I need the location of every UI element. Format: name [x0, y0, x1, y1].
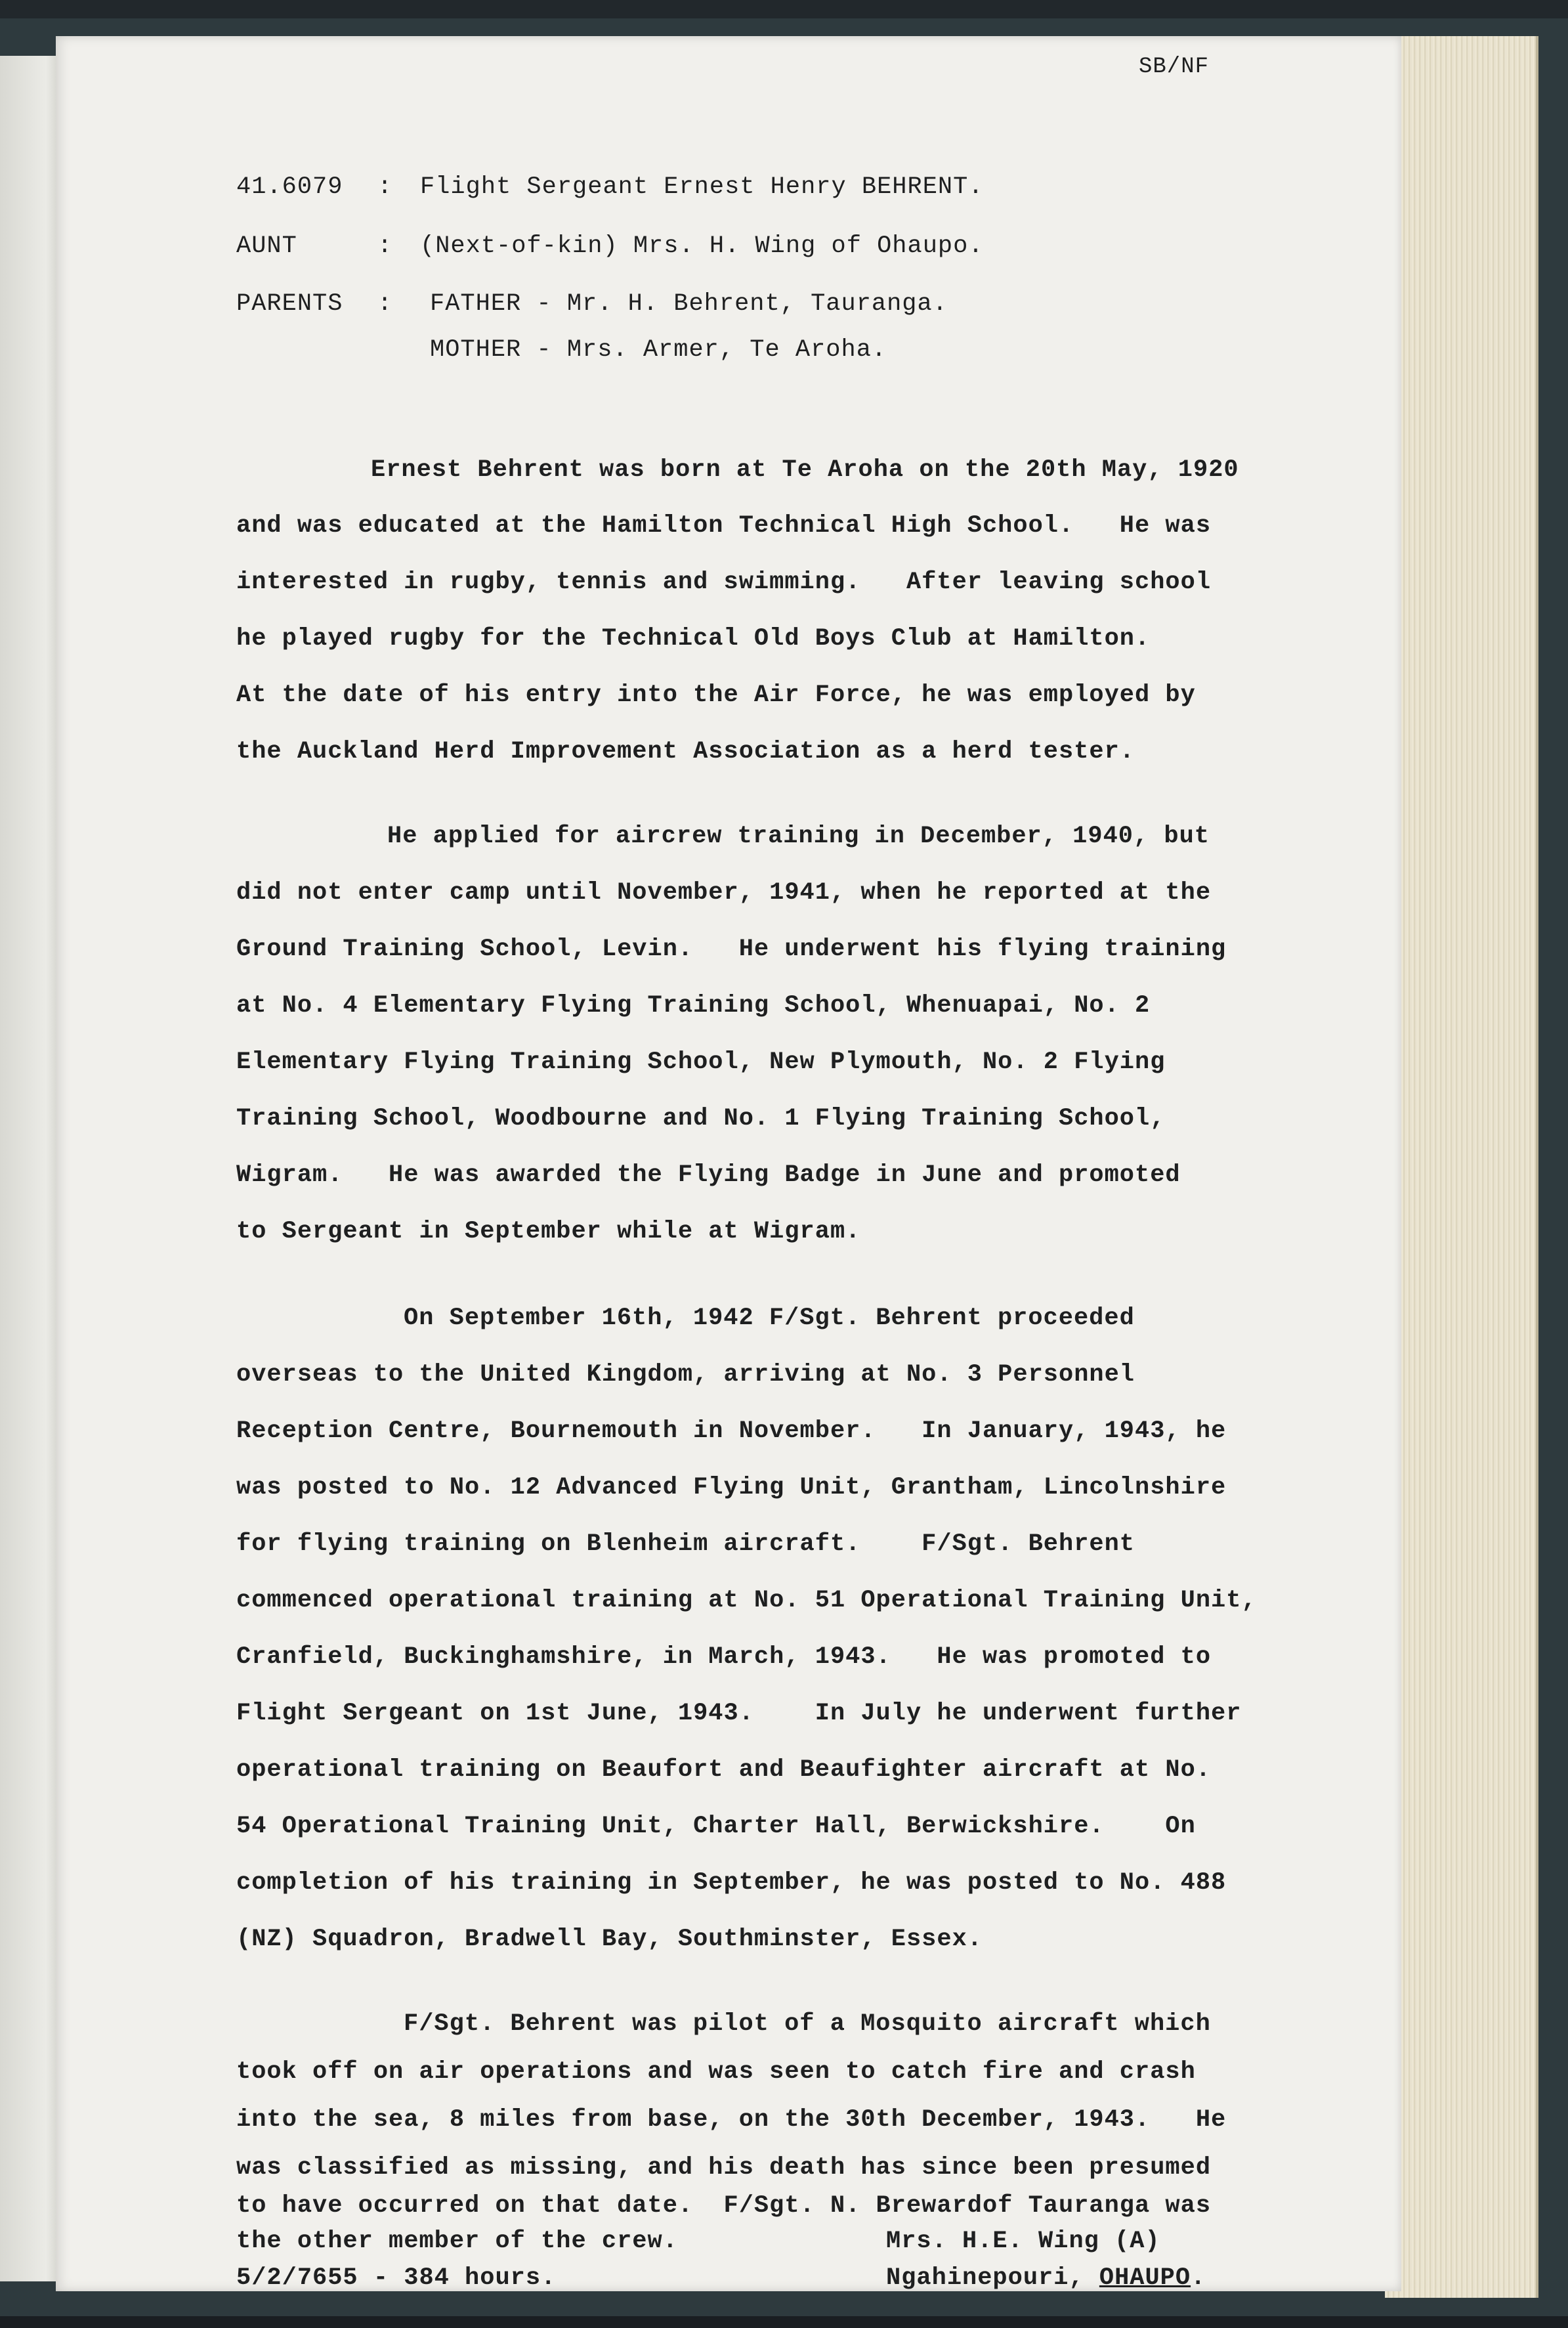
paragraph-4-line: took off on air operations and was seen to catch fire and crash — [236, 2058, 1196, 2086]
paragraph-2-line: Ground Training School, Levin. He underwent his flying training — [236, 936, 1227, 963]
page-stack-edges — [1385, 36, 1538, 2298]
addressee-end: . — [1191, 2264, 1206, 2292]
paragraph-1-line: At the date of his entry into the Air Force, he was employed by — [236, 681, 1196, 709]
paragraph-3-line: commenced operational training at No. 51 Operational Training Unit, — [236, 1587, 1257, 1614]
paragraph-1-line: Ernest Behrent was born at Te Aroha on the 20th May, 1920 — [371, 456, 1239, 484]
paragraph-2-line: Wigram. He was awarded the Flying Badge in June and promoted — [236, 1161, 1181, 1189]
paragraph-4-line: into the sea, 8 miles from base, on the 30th December, 1943. He — [236, 2106, 1227, 2134]
paragraph-2-line: did not enter camp until November, 1941, when he reported at the — [236, 879, 1212, 907]
colon: : — [377, 232, 393, 260]
paragraph-3-line: operational training on Beaufort and Beaufighter aircraft at No. — [236, 1756, 1212, 1784]
father-line: FATHER - Mr. H. Behrent, Tauranga. — [430, 290, 948, 318]
colon: : — [377, 290, 393, 318]
paragraph-3-line: overseas to the United Kingdom, arriving at No. 3 Personnel — [236, 1361, 1135, 1389]
header-reference: SB/NF — [1139, 54, 1210, 79]
mother-line: MOTHER - Mrs. Armer, Te Aroha. — [430, 336, 887, 364]
paragraph-4-line: F/Sgt. Behrent was pilot of a Mosquito aircraft which — [404, 2010, 1211, 2038]
name-line: Flight Sergeant Ernest Henry BEHRENT. — [420, 173, 984, 201]
addressee-town: OHAUPO — [1099, 2264, 1191, 2292]
colon: : — [377, 173, 393, 201]
paragraph-3-line: Cranfield, Buckinghamshire, in March, 1943. He was promoted to — [236, 1643, 1212, 1671]
paragraph-3-line: (NZ) Squadron, Bradwell Bay, Southminster, Essex. — [236, 1926, 983, 1953]
addressee-address — [886, 2266, 1206, 2291]
addressee-place: Ngahinepouri, — [886, 2264, 1099, 2292]
aunt-value: (Next-of-kin) Mrs. H. Wing of Ohaupo. — [420, 232, 984, 260]
paragraph-4-line: the other member of the crew. — [236, 2228, 678, 2255]
paragraph-3-line: completion of his training in September, he was posted to No. 488 — [236, 1869, 1227, 1897]
service-number: 41.6079 — [236, 173, 343, 201]
paragraph-1-line: interested in rugby, tennis and swimming. After leaving school — [236, 569, 1212, 596]
paragraph-2-line: Elementary Flying Training School, New Plymouth, No. 2 Flying — [236, 1048, 1166, 1076]
paragraph-4-line: to have occurred on that date. F/Sgt. N. Brewardof Tauranga was — [236, 2192, 1212, 2220]
parents-label: PARENTS — [236, 290, 343, 318]
paragraph-3-line: Reception Centre, Bournemouth in November. In January, 1943, he — [236, 1417, 1227, 1445]
paragraph-1-line: he played rugby for the Technical Old Boys Club at Hamilton. — [236, 625, 1151, 653]
paragraph-3-line: 54 Operational Training Unit, Charter Hall, Berwickshire. On — [236, 1813, 1196, 1840]
paragraph-4-line: was classified as missing, and his death has since been presumed — [236, 2154, 1212, 2182]
paragraph-3-line: was posted to No. 12 Advanced Flying Unit, Grantham, Lincolnshire — [236, 1474, 1227, 1501]
paragraph-1-line: the Auckland Herd Improvement Association as a herd tester. — [236, 738, 1135, 765]
paragraph-2-line: Training School, Woodbourne and No. 1 Flying Training School, — [236, 1105, 1166, 1132]
document-page — [56, 36, 1401, 2291]
paragraph-1-line: and was educated at the Hamilton Technical High School. He was — [236, 512, 1212, 540]
paragraph-2-line: to Sergeant in September while at Wigram. — [236, 1218, 861, 1245]
file-reference: 5/2/7655 - 384 hours. — [236, 2264, 557, 2292]
paragraph-3-line: for flying training on Blenheim aircraft. F/Sgt. Behrent — [236, 1530, 1135, 1558]
paragraph-2-line: at No. 4 Elementary Flying Training School, Whenuapai, No. 2 — [236, 992, 1151, 1020]
paragraph-3-line: Flight Sergeant on 1st June, 1943. In July he underwent further — [236, 1700, 1242, 1727]
paragraph-2-line: He applied for aircrew training in December, 1940, but — [387, 823, 1210, 850]
paragraph-3-line: On September 16th, 1942 F/Sgt. Behrent proceeded — [404, 1304, 1135, 1332]
aunt-label: AUNT — [236, 232, 297, 260]
addressee-name: Mrs. H.E. Wing (A) — [886, 2228, 1160, 2255]
